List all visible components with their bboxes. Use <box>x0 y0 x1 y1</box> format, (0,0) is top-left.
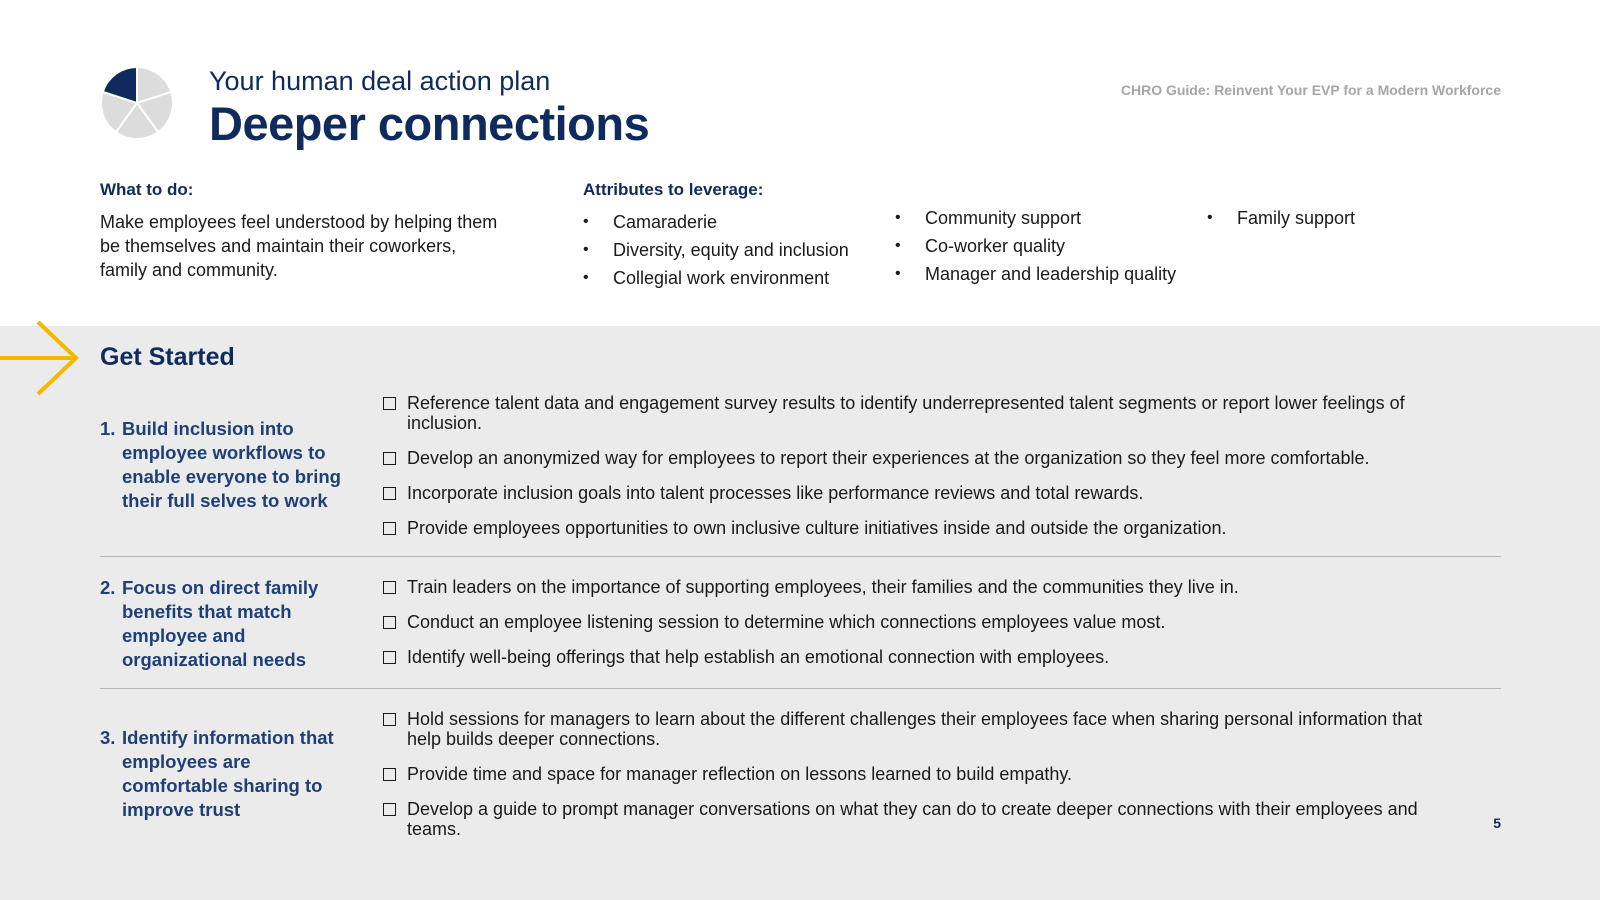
action-item <box>381 393 1461 433</box>
divider <box>100 688 1501 689</box>
step-3-actions <box>381 709 1461 854</box>
attributes-column-3 <box>1207 206 1355 234</box>
step-2-heading <box>100 576 350 672</box>
checkbox-icon[interactable] <box>383 522 396 535</box>
action-text: Provide time and space for manager reflection on lessons learned to build empathy. <box>407 764 1073 784</box>
action-item <box>381 612 1461 632</box>
page-subtitle: Your human deal action plan <box>209 66 551 96</box>
step-title: Focus on direct family benefits that match employee and organizational needs <box>122 577 319 670</box>
checkbox-icon[interactable] <box>383 581 396 594</box>
attributes-label: Attributes to leverage: <box>583 180 764 199</box>
action-text: Provide employees opportunities to own inclusive culture initiatives inside and outside the organization. <box>407 518 1227 538</box>
checkbox-icon[interactable] <box>383 803 396 816</box>
action-text: Hold sessions for managers to learn about the different challenges their employees face when sharing personal information that help builds deeper connections. <box>407 709 1423 749</box>
checkbox-icon[interactable] <box>383 616 396 629</box>
step-1-actions <box>381 393 1461 553</box>
attributes-column-1 <box>583 210 849 294</box>
action-text: Conduct an employee listening session to determine which connections employees value most. <box>407 612 1166 632</box>
action-text: Develop a guide to prompt manager conversations on what they can do to create deeper connections with their employees and teams. <box>407 799 1418 839</box>
checkbox-icon[interactable] <box>383 768 396 781</box>
get-started-title: Get Started <box>100 343 235 371</box>
guide-reference: CHRO Guide: Reinvent Your EVP for a Modern Workforce <box>1120 82 1501 98</box>
what-to-do-text: Make employees feel understood by helping them be themselves and maintain their coworkers, family and community. <box>100 212 498 280</box>
attribute-item: • Camaraderie <box>583 210 849 238</box>
checkbox-icon[interactable] <box>383 397 396 410</box>
action-text: Train leaders on the importance of supporting employees, their families and the communities they live in. <box>407 577 1239 597</box>
attributes-column-2 <box>895 206 1176 290</box>
attribute-item: • Diversity, equity and inclusion <box>583 238 849 266</box>
action-item <box>381 483 1461 503</box>
step-3-heading <box>100 726 350 822</box>
step-1-heading <box>100 417 350 513</box>
step-2-actions <box>381 577 1461 682</box>
action-text: Identify well-being offerings that help establish an emotional connection with employees. <box>407 647 1110 667</box>
action-item <box>381 764 1461 784</box>
what-to-do-label: What to do: <box>100 180 194 199</box>
checkbox-icon[interactable] <box>383 452 396 465</box>
action-item <box>381 577 1461 597</box>
action-item <box>381 518 1461 538</box>
step-title: Build inclusion into employee workflows to enable everyone to bring their full selves to work <box>122 418 341 511</box>
action-item <box>381 448 1461 468</box>
step-number: 1. <box>100 418 116 439</box>
action-text: Incorporate inclusion goals into talent processes like performance reviews and total rewards. <box>407 483 1144 503</box>
checkbox-icon[interactable] <box>383 713 396 726</box>
attribute-item: • Collegial work environment <box>583 266 849 294</box>
step-number: 2. <box>100 577 116 598</box>
checkbox-icon[interactable] <box>383 651 396 664</box>
divider <box>100 556 1501 557</box>
attribute-item: • Family support <box>1207 206 1355 234</box>
step-title: Identify information that employees are comfortable sharing to improve trust <box>122 727 334 820</box>
attribute-item: • Community support <box>895 206 1176 234</box>
pie-segment-icon <box>100 66 174 140</box>
action-item <box>381 799 1461 839</box>
action-text: Reference talent data and engagement survey results to identify underrepresented talent segments or report lower feelings of inclusion. <box>407 393 1405 433</box>
action-text: Develop an anonymized way for employees to report their experiences at the organization so they feel more comfortable. <box>407 448 1370 468</box>
arrow-right-icon <box>0 320 80 396</box>
step-number: 3. <box>100 727 116 748</box>
action-item <box>381 709 1461 749</box>
page-number: 5 <box>1493 815 1501 831</box>
action-item <box>381 647 1461 667</box>
attribute-item: • Co-worker quality <box>895 234 1176 262</box>
page-title: Deeper connections <box>209 97 650 150</box>
checkbox-icon[interactable] <box>383 487 396 500</box>
attribute-item: • Manager and leadership quality <box>895 262 1176 290</box>
